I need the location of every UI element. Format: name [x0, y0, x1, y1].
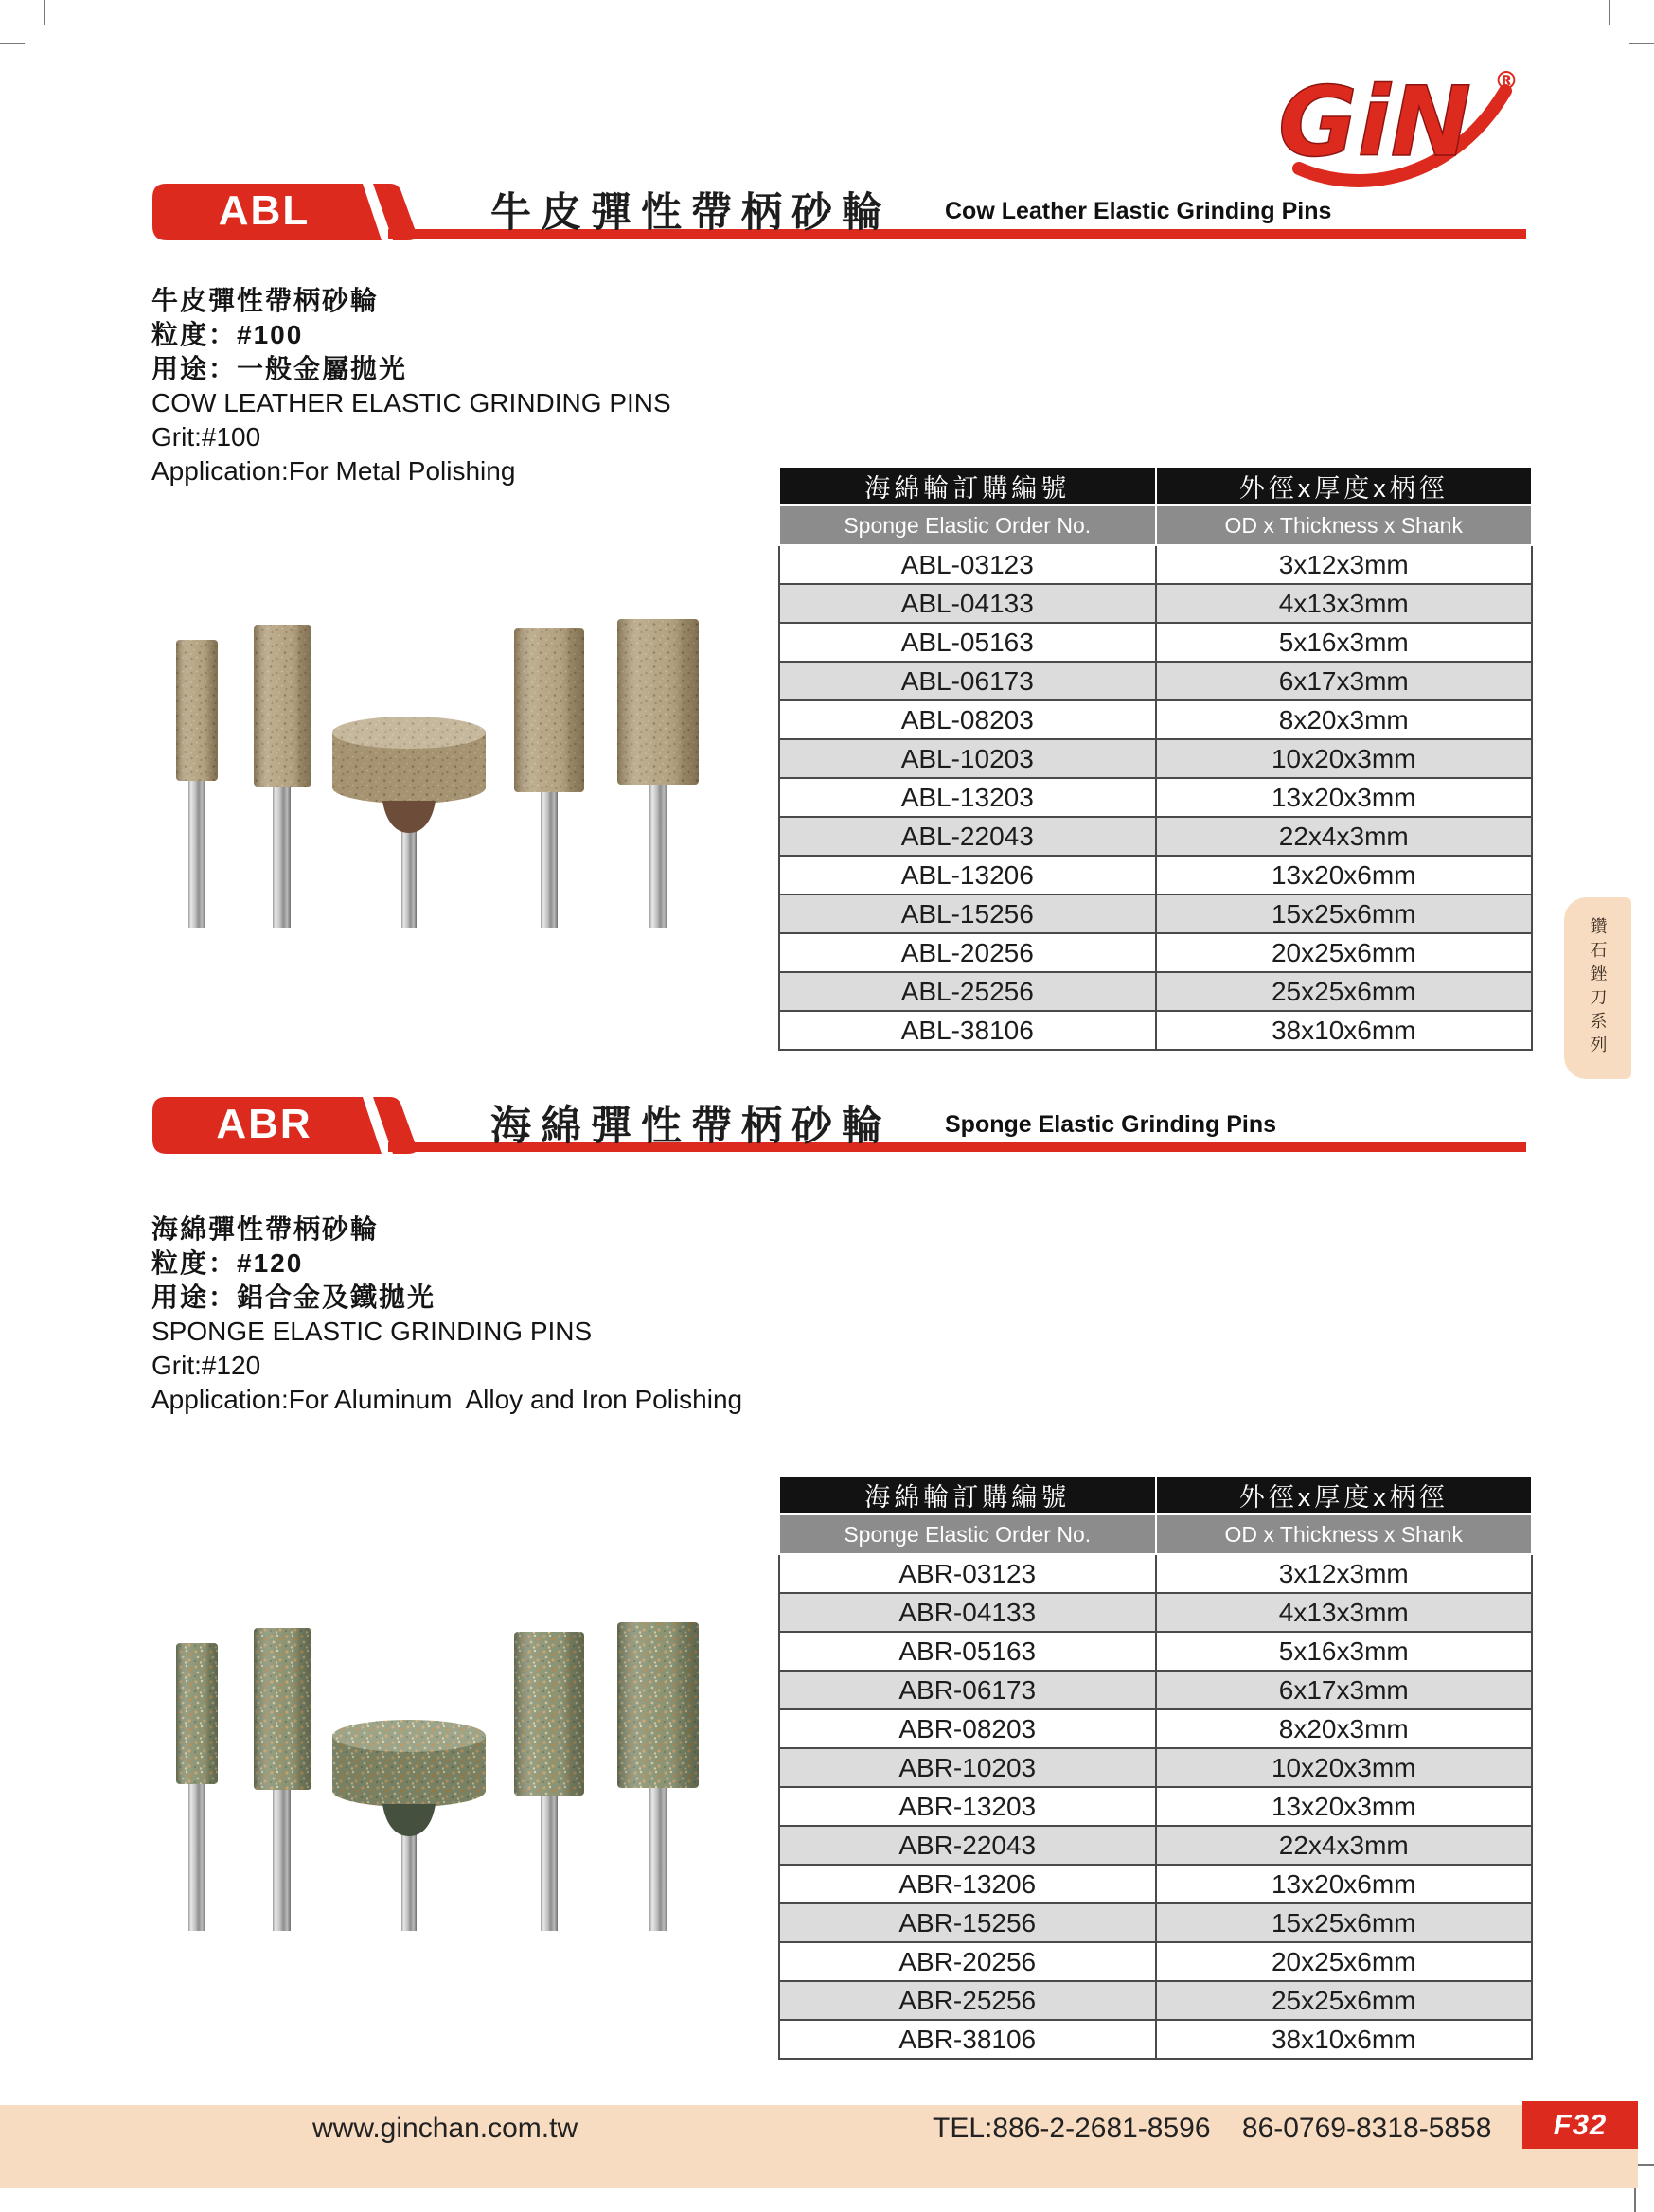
table-row	[779, 1554, 1532, 1593]
footer-band	[0, 2105, 1638, 2188]
table-row	[779, 700, 1532, 739]
order-no-cell: ABR-06173	[779, 1671, 1156, 1709]
crop-mark	[0, 43, 25, 44]
section-title-en: Cow Leather Elastic Grinding Pins	[945, 198, 1332, 224]
size-cell: 5x16x3mm	[1156, 1632, 1533, 1671]
order-no-cell: ABR-22043	[779, 1826, 1156, 1865]
order-no-cell: ABL-08203	[779, 700, 1156, 739]
table-row	[779, 623, 1532, 662]
product-photo-abr	[133, 1588, 720, 1931]
size-cell: 10x20x3mm	[1156, 739, 1533, 778]
order-no-cell: ABL-03123	[779, 545, 1156, 584]
table-row	[779, 1632, 1532, 1671]
col-header-size-en: OD x Thickness x Shank	[1156, 1514, 1533, 1554]
table-row	[779, 1671, 1532, 1709]
description-line: Application:For Metal Polishing	[151, 456, 516, 486]
size-cell: 13x20x6mm	[1156, 856, 1533, 894]
section-title-zh: 海綿彈性帶柄砂輪	[490, 1104, 892, 1149]
section-title-zh: 牛皮彈性帶柄砂輪	[490, 190, 892, 236]
order-no-cell: ABL-38106	[779, 1011, 1156, 1050]
order-no-cell: ABL-13206	[779, 856, 1156, 894]
table-row	[779, 1826, 1532, 1865]
table-row	[779, 662, 1532, 700]
brand-logo-text: GiN	[1278, 66, 1472, 179]
table-row	[779, 972, 1532, 1011]
table-row	[779, 1865, 1532, 1903]
description-line: 用途：一般金屬拋光	[151, 354, 408, 383]
table-row	[779, 1709, 1532, 1748]
order-no-cell: ABL-10203	[779, 739, 1156, 778]
spec-table-abr	[778, 1475, 1533, 2060]
order-no-cell: ABL-04133	[779, 584, 1156, 623]
size-cell: 6x17x3mm	[1156, 1671, 1533, 1709]
col-header-order-en: Sponge Elastic Order No.	[779, 505, 1156, 545]
page-number-badge	[1522, 2101, 1638, 2149]
website-text: www.ginchan.com.tw	[312, 2113, 578, 2144]
col-header-order-zh: 海綿輪訂購編號	[779, 467, 1156, 505]
table-row	[779, 584, 1532, 623]
col-header-order-zh: 海綿輪訂購編號	[779, 1476, 1156, 1514]
order-no-cell: ABL-25256	[779, 972, 1156, 1011]
order-no-cell: ABR-13203	[779, 1787, 1156, 1826]
table-row	[779, 1593, 1532, 1632]
size-cell: 4x13x3mm	[1156, 1593, 1533, 1632]
description-line: 牛皮彈性帶柄砂輪	[151, 286, 380, 315]
table-row	[779, 1903, 1532, 1942]
table-row	[779, 1787, 1532, 1826]
order-no-cell: ABL-22043	[779, 817, 1156, 856]
description-line: Grit:#120	[151, 1351, 261, 1380]
order-no-cell: ABL-15256	[779, 894, 1156, 933]
table-row	[779, 1981, 1532, 2020]
order-no-cell: ABR-05163	[779, 1632, 1156, 1671]
description-block-abl	[151, 284, 833, 488]
table-header-zh	[779, 467, 1532, 505]
order-no-cell: ABR-20256	[779, 1942, 1156, 1981]
order-no-cell: ABR-38106	[779, 2020, 1156, 2059]
size-cell: 38x10x6mm	[1156, 1011, 1533, 1050]
order-no-cell: ABR-04133	[779, 1593, 1156, 1632]
telephone-text: TEL:886-2-2681-8596 86-0769-8318-5858	[933, 2113, 1492, 2144]
section-code: ABL	[218, 187, 311, 234]
page-number: F32	[1553, 2108, 1608, 2141]
description-line: SPONGE ELASTIC GRINDING PINS	[151, 1317, 593, 1346]
crop-mark	[1609, 0, 1610, 25]
size-cell: 20x25x6mm	[1156, 1942, 1533, 1981]
size-cell: 13x20x3mm	[1156, 1787, 1533, 1826]
order-no-cell: ABR-03123	[779, 1554, 1156, 1593]
brand-logo-art	[1267, 57, 1528, 191]
size-cell: 3x12x3mm	[1156, 1554, 1533, 1593]
order-no-cell: ABR-08203	[779, 1709, 1156, 1748]
table-row	[779, 1748, 1532, 1787]
table-row	[779, 894, 1532, 933]
registered-mark: ®	[1494, 67, 1519, 96]
size-cell: 25x25x6mm	[1156, 1981, 1533, 2020]
size-cell: 8x20x3mm	[1156, 700, 1533, 739]
series-side-tab-label: 鑽石銼刀系列	[1588, 917, 1608, 1059]
table-row	[779, 1011, 1532, 1050]
description-line: Grit:#100	[151, 422, 261, 451]
product-photo-abl	[133, 585, 720, 928]
size-cell: 20x25x6mm	[1156, 933, 1533, 972]
size-cell: 25x25x6mm	[1156, 972, 1533, 1011]
size-cell: 5x16x3mm	[1156, 623, 1533, 662]
size-cell: 3x12x3mm	[1156, 545, 1533, 584]
table-row	[779, 545, 1532, 584]
order-no-cell: ABR-13206	[779, 1865, 1156, 1903]
col-header-size-zh: 外徑x厚度x柄徑	[1156, 1476, 1533, 1514]
crop-mark	[1629, 43, 1654, 44]
size-cell: 38x10x6mm	[1156, 2020, 1533, 2059]
description-line: COW LEATHER ELASTIC GRINDING PINS	[151, 388, 671, 417]
order-no-cell: ABL-05163	[779, 623, 1156, 662]
size-cell: 15x25x6mm	[1156, 1903, 1533, 1942]
order-no-cell: ABR-10203	[779, 1748, 1156, 1787]
order-no-cell: ABR-25256	[779, 1981, 1156, 2020]
crop-mark	[44, 0, 45, 25]
table-row	[779, 2020, 1532, 2059]
size-cell: 13x20x3mm	[1156, 778, 1533, 817]
section-title-en: Sponge Elastic Grinding Pins	[945, 1111, 1277, 1138]
size-cell: 10x20x3mm	[1156, 1748, 1533, 1787]
table-row	[779, 1942, 1532, 1981]
size-cell: 4x13x3mm	[1156, 584, 1533, 623]
table-header-zh	[779, 1476, 1532, 1514]
brand-logo	[1267, 57, 1528, 191]
table-header-en	[779, 505, 1532, 545]
order-no-cell: ABL-20256	[779, 933, 1156, 972]
grinding-pins-illustration	[133, 1588, 720, 1931]
table-row	[779, 856, 1532, 894]
order-no-cell: ABL-06173	[779, 662, 1156, 700]
order-no-cell: ABL-13203	[779, 778, 1156, 817]
table-header-en	[779, 1514, 1532, 1554]
order-no-cell: ABR-15256	[779, 1903, 1156, 1942]
size-cell: 22x4x3mm	[1156, 817, 1533, 856]
description-line: 粒度：#100	[151, 320, 304, 349]
table-row	[779, 739, 1532, 778]
series-side-tab	[1564, 897, 1631, 1079]
size-cell: 8x20x3mm	[1156, 1709, 1533, 1748]
table-row	[779, 817, 1532, 856]
section-header-abr	[151, 1096, 1526, 1155]
size-cell: 15x25x6mm	[1156, 894, 1533, 933]
table-row	[779, 778, 1532, 817]
size-cell: 22x4x3mm	[1156, 1826, 1533, 1865]
grinding-pins-illustration	[133, 585, 720, 928]
spec-table-abl	[778, 466, 1533, 1051]
table-row	[779, 933, 1532, 972]
size-cell: 13x20x6mm	[1156, 1865, 1533, 1903]
section-code: ABR	[216, 1101, 312, 1147]
section-header-abl	[151, 183, 1526, 241]
description-line: 粒度：#120	[151, 1248, 304, 1278]
col-header-order-en: Sponge Elastic Order No.	[779, 1514, 1156, 1554]
description-line: 海綿彈性帶柄砂輪	[151, 1214, 380, 1244]
description-line: Application:For Aluminum Alloy and Iron Polishing	[151, 1385, 743, 1414]
col-header-size-zh: 外徑x厚度x柄徑	[1156, 467, 1533, 505]
description-line: 用途：鋁合金及鐵拋光	[151, 1283, 436, 1312]
col-header-size-en: OD x Thickness x Shank	[1156, 505, 1533, 545]
size-cell: 6x17x3mm	[1156, 662, 1533, 700]
description-block-abr	[151, 1212, 833, 1417]
